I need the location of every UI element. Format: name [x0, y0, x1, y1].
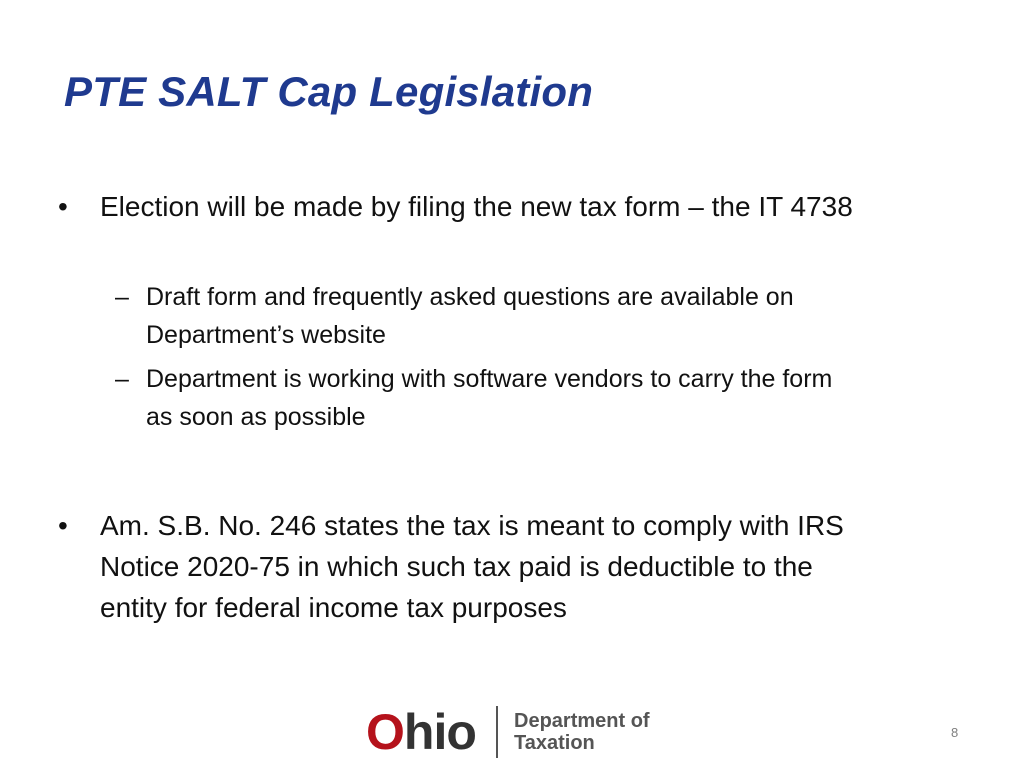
bullet-marker: •: [58, 510, 68, 541]
logo-divider: [496, 706, 498, 758]
department-name: [514, 710, 650, 754]
department-name-line-2: Taxation: [514, 732, 595, 754]
slide-title: PTE SALT Cap Legislation: [64, 68, 594, 115]
slide-number: 8: [951, 725, 959, 740]
dash-marker: –: [115, 365, 129, 393]
bullet-marker: •: [58, 191, 68, 222]
ohio-wordmark-o: O: [366, 704, 404, 760]
department-name-line-1: Department of: [514, 710, 650, 732]
ohio-taxation-logo: [366, 704, 666, 760]
bullet-line: entity for federal income tax purposes: [100, 592, 567, 623]
bullet-item-sb-246: [58, 505, 988, 628]
ohio-wordmark-rest: hio: [403, 704, 476, 760]
bullet-line: Am. S.B. No. 246 states the tax is meant to comply with IRS: [100, 510, 844, 541]
sub-item-line: Department’s website: [146, 321, 386, 349]
sub-item-line: as soon as possible: [146, 403, 366, 431]
dash-marker: –: [115, 283, 129, 311]
ohio-wordmark: [366, 704, 476, 760]
sub-item-line: Department is working with software vendors to carry the form: [146, 365, 833, 393]
slide-body: [58, 186, 988, 628]
bullet-line: Notice 2020-75 in which such tax paid is deductible to the: [100, 551, 813, 582]
sub-item-software-vendors: [58, 360, 988, 436]
sub-item-draft-form: [58, 278, 988, 354]
bullet-text: Election will be made by filing the new tax form – the IT 4738: [100, 191, 853, 222]
sub-item-line: Draft form and frequently asked questions are available on: [146, 283, 794, 311]
bullet-item-election: [58, 186, 988, 227]
